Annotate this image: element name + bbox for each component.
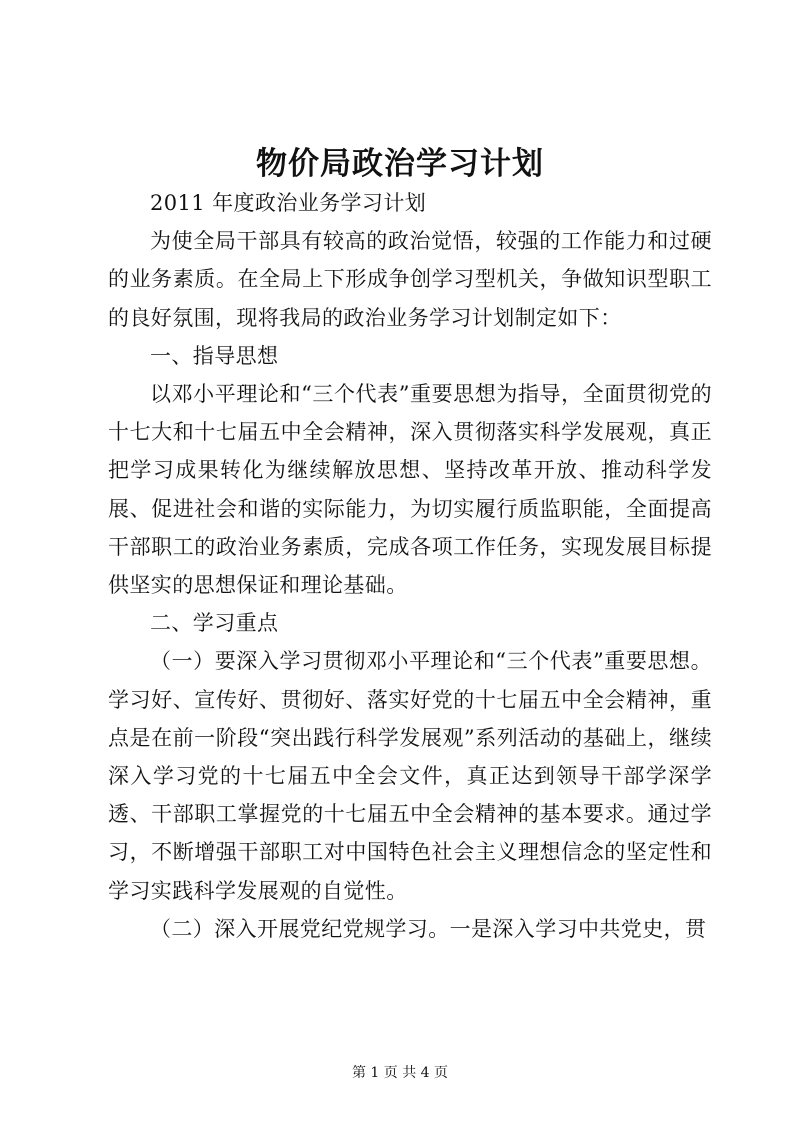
study-focus-item-2: （二）深入开展党纪党规学习。一是深入学习中共党史，贯 bbox=[150, 916, 707, 941]
intro-paragraph: 为使全局干部具有较高的政治觉悟，较强的工作能力和过硬的业务素质。在全局上下形成争创学习型机关，争做知识型职工的良好氛围，现将我局的政治业务学习计划制定如下： bbox=[108, 229, 712, 330]
document-body bbox=[108, 184, 712, 948]
section-heading-study-focus: 二、学习重点 bbox=[150, 611, 279, 636]
document-title: 物价局政治学习计划 bbox=[256, 146, 544, 182]
section-heading-guiding-thought: 一、指导思想 bbox=[150, 343, 279, 368]
study-focus-item-1: （一）要深入学习贯彻邓小平理论和“三个代表”重要思想。学习好、宣传好、贯彻好、落实好党的十七届五中全会精神，重点是在前一阶段“突出践行科学发展观”系列活动的基础上，继续深入学习党的十七届五中全会文件，真正达到领导干部学深学透、干部职工掌握党的十七届五中全会精神的基本要求。通过学习，不断增强干部职工对中国特色社会主义理想信念的坚定性和学习实践科学发展观的自觉性。 bbox=[108, 649, 712, 903]
page-footer: 第 1 页 共 4 页 bbox=[351, 1065, 449, 1081]
guiding-thought-paragraph: 以邓小平理论和“三个代表”重要思想为指导，全面贯彻党的十七大和十七届五中全会精神，深入贯彻落实科学发展观，真正把学习成果转化为继续解放思想、坚持改革开放、推动科学发展、促进社会和谐的实际能力，为切实履行质监职能，全面提高干部职工的政治业务素质，完成各项工作任务，实现发展目标提供坚实的思想保证和理论基础。 bbox=[108, 382, 712, 598]
subtitle-paragraph: 2011 年度政治业务学习计划 bbox=[150, 191, 427, 215]
